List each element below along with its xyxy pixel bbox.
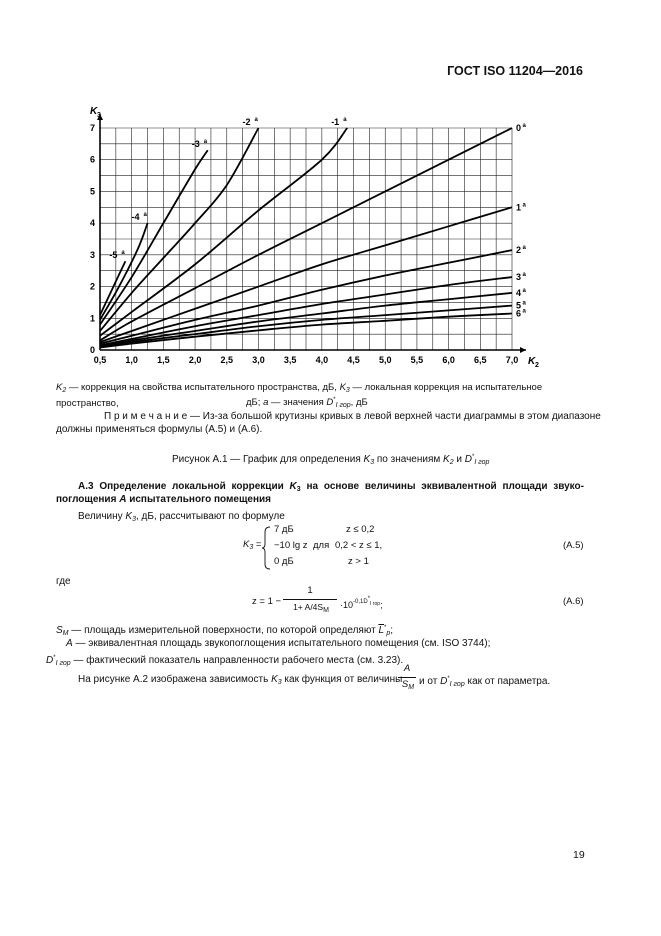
caption-k2-sub: 2 — [449, 459, 454, 466]
x-tick-label: 2,0 — [188, 355, 202, 365]
caption-c: и — [453, 454, 465, 465]
x-axis-title-sub: 2 — [535, 362, 539, 369]
eq5-brace — [262, 526, 272, 570]
d-subscript: I гор — [335, 402, 351, 409]
last-d-sup: * — [447, 676, 450, 682]
last-e: как от параметра. — [464, 676, 551, 687]
y-axis-title-sub: 3 — [97, 112, 101, 119]
intro-a: Величину — [78, 511, 126, 522]
y-tick-label: 1 — [89, 313, 95, 324]
x-tick-label: 4,5 — [347, 355, 360, 365]
def-sm-end: ; — [390, 625, 394, 636]
caption-d-sub: I гор — [474, 459, 490, 466]
y-tick-label: 7 — [89, 123, 95, 133]
k3-chart — [0, 0, 661, 380]
def-sm-symbol: S — [56, 625, 63, 636]
curve-label-sup: a — [143, 212, 147, 219]
curve-label-sup: a — [343, 117, 347, 123]
curve--1 — [100, 128, 347, 336]
curve-label-1: 1 — [516, 202, 522, 213]
intro-k: K — [125, 511, 133, 522]
eq6-denominator — [283, 602, 339, 614]
eq5-for: для — [313, 540, 330, 551]
def-lp-symbol: $\overline{L}$ — [378, 625, 385, 636]
note-line-1 — [104, 410, 601, 423]
x-tick-label: 4,0 — [315, 355, 329, 365]
def-a — [66, 637, 490, 650]
x-tick-label: 7,0 — [505, 355, 519, 365]
k2-description: — коррекция на свойства испытательного пространства, дБ, — [66, 382, 340, 393]
note-line-2: должны применяться формулы (А.5) и (А.6). — [56, 424, 263, 435]
def-sm-sub: M — [62, 630, 69, 637]
last-k: K — [271, 674, 278, 685]
x-tick-label: 1,5 — [157, 355, 170, 365]
curve-label-6: 6 — [516, 308, 522, 319]
y-tick-label: 4 — [89, 218, 95, 229]
last-c: и от — [419, 676, 441, 687]
curve-label--5: -5 — [109, 250, 118, 261]
eq6-mul: ·10 — [340, 600, 354, 610]
curve-label--4: -4 — [131, 212, 140, 223]
curve-label-sup: a — [203, 139, 208, 146]
eq5-cond-2: 0,2 < z ≤ 1, — [335, 540, 383, 551]
y-tick-label: 2 — [89, 281, 95, 292]
eq5-k-sub: 3 — [249, 544, 254, 551]
section-line2-b: испытательного помещения — [126, 494, 271, 505]
curve-label-sup: a — [522, 272, 526, 279]
def-lp-sub: p — [386, 630, 391, 637]
x-tick-label: 3,0 — [252, 355, 265, 365]
curve-label--2: -2 — [242, 117, 251, 127]
curve-label--1: -1 — [331, 117, 340, 127]
last-part-2 — [419, 673, 550, 691]
curve-label-sup: a — [522, 300, 526, 307]
legend-db: дБ; — [246, 397, 264, 408]
def-d — [46, 652, 403, 670]
k2-subscript: 2 — [62, 387, 67, 394]
curve-label-sup: a — [522, 287, 526, 294]
eq5-cond-3: z > 1 — [348, 556, 369, 567]
last-a: На рисунке А.2 изображена зависимость — [78, 674, 272, 685]
section-A: A — [119, 494, 127, 505]
k3-description: — локальная коррекция на испытательное пространство, — [56, 382, 543, 409]
eq6-end: ; — [380, 600, 383, 610]
d-symbol: D — [326, 397, 334, 408]
eq5-case-3: 0 дБ — [274, 556, 294, 567]
def-d-text: — фактический показатель направленности рабочего места (см. 3.23). — [70, 655, 404, 666]
legend-values-of: — значения — [268, 397, 327, 408]
eq6-lhs-text: z = 1 − — [252, 596, 282, 607]
last-d: D — [440, 676, 448, 687]
last-frac-den-sub: M — [408, 684, 415, 691]
x-tick-label: 0,5 — [93, 355, 107, 365]
k2-symbol: K — [56, 382, 63, 393]
curve-label-2: 2 — [516, 245, 522, 256]
eq6-power — [340, 596, 383, 610]
section-a: А.3 Определение локальной коррекции — [78, 481, 290, 492]
eq5-number: (А.5) — [563, 540, 584, 551]
eq6-lhs — [252, 596, 281, 607]
section-line2-a: поглощения — [56, 494, 120, 505]
def-d-symbol: D — [46, 655, 54, 666]
y-axis-title: K — [90, 106, 98, 117]
eq6-exp-sub: I гор — [370, 601, 381, 607]
where-word: где — [56, 576, 71, 587]
curve-label-sup: a — [121, 250, 125, 257]
x-axis-title: K — [528, 356, 536, 367]
curve-label-sup: a — [522, 245, 526, 252]
caption-b: по значениям — [374, 454, 444, 465]
d-superscript: * — [333, 397, 336, 403]
x-tick-label: 6,5 — [474, 355, 487, 365]
last-d-sub: I гор — [449, 681, 465, 688]
y-tick-label: 5 — [89, 186, 95, 197]
caption-a: Рисунок А.1 — График для определения — [172, 454, 364, 465]
section-k: K — [289, 481, 297, 492]
caption-d: D — [464, 454, 472, 465]
eq6-number: (А.6) — [563, 596, 584, 607]
curve-label-sup: a — [522, 202, 526, 209]
section-b: на основе величины эквивалентной площади звуко- — [300, 481, 584, 492]
x-tick-label: 6,0 — [442, 355, 455, 365]
eq6-exp-text: -0,1D — [353, 599, 368, 605]
eq5-case-1: 7 дБ — [274, 524, 294, 535]
def-d-sub: I гор — [55, 660, 71, 667]
figure-caption — [172, 451, 489, 469]
eq5-cond-1: z ≤ 0,2 — [346, 524, 375, 535]
def-a-text: — эквивалентная площадь звукопоглощения испытательного помещения (см. ISO 3744); — [72, 638, 491, 649]
caption-k3: K — [363, 454, 371, 465]
x-axis-arrow — [520, 347, 526, 353]
last-frac-bar — [398, 677, 416, 678]
curve-label-3: 3 — [516, 272, 522, 283]
eq6-exponent — [353, 596, 381, 607]
curve--3 — [100, 150, 208, 324]
curve-label--3: -3 — [191, 139, 200, 150]
note-label: П р и м е ч а н и е — [104, 411, 188, 422]
curve-label-5: 5 — [516, 300, 522, 311]
caption-d-sup: * — [472, 454, 475, 460]
eq5-case-2: −10 lg z — [274, 540, 308, 551]
eq6-den-sub: M — [323, 607, 329, 614]
def-lp-sup: * — [384, 625, 387, 631]
chart-axes — [97, 114, 526, 353]
eq5-k: K — [243, 539, 250, 550]
k3-subscript: 3 — [345, 387, 350, 394]
section-k-sub: 3 — [296, 486, 301, 493]
curve-label-0: 0 — [516, 123, 522, 133]
x-tick-label: 1,0 — [125, 355, 138, 365]
eq6-den-text: 1+ A/4S — [293, 602, 324, 612]
x-tick-label: 5,5 — [410, 355, 424, 365]
intro-text — [78, 510, 285, 526]
x-tick-label: 2,5 — [220, 355, 234, 365]
def-d-sup: * — [53, 655, 56, 661]
caption-k3-sub: 3 — [370, 459, 375, 466]
last-frac-num: A — [403, 663, 411, 674]
eq5-lhs: $K_3$ = — [243, 539, 262, 551]
x-tick-label: 5,0 — [378, 355, 392, 365]
last-frac-den-s: S — [401, 679, 409, 690]
y-tick-label: 6 — [89, 154, 95, 165]
def-sm-text: — площадь измерительной поверхности, по которой определяют — [68, 625, 379, 636]
curve-label-sup: a — [522, 123, 526, 129]
curve-label-sup: a — [522, 308, 526, 315]
eq6-numerator: 1 — [307, 585, 313, 596]
document-header: ГОСТ ISO 11204—2016 — [447, 64, 583, 78]
last-b: как функция от величины — [281, 674, 403, 685]
x-tick-label: 3,5 — [283, 355, 297, 365]
last-part-1 — [78, 673, 402, 689]
last-k-sub: 3 — [277, 679, 282, 686]
y-tick-label: 3 — [89, 249, 95, 260]
caption-k2: K — [443, 454, 450, 465]
note-text: — Из-за большой крутизны кривых в левой верхней части диаграммы в этом диапазоне — [187, 411, 601, 422]
eq6-exp-sup: * — [367, 596, 371, 602]
a-symbol: a — [263, 397, 269, 408]
curve-label-4: 4 — [516, 287, 522, 298]
curve-label-sup: a — [254, 117, 258, 123]
k3-symbol: K — [339, 382, 346, 393]
page-number: 19 — [573, 849, 585, 861]
def-a-symbol: A — [66, 638, 73, 649]
intro-k-sub: 3 — [132, 516, 136, 523]
y-tick-label: 0 — [89, 345, 95, 355]
legend-db-end: , дБ — [350, 397, 368, 408]
section-title-line-2 — [56, 493, 271, 506]
last-frac-den — [398, 679, 418, 691]
eq6-fraction-bar — [283, 599, 337, 600]
intro-b: , дБ, рассчитывают по формуле — [136, 511, 285, 522]
